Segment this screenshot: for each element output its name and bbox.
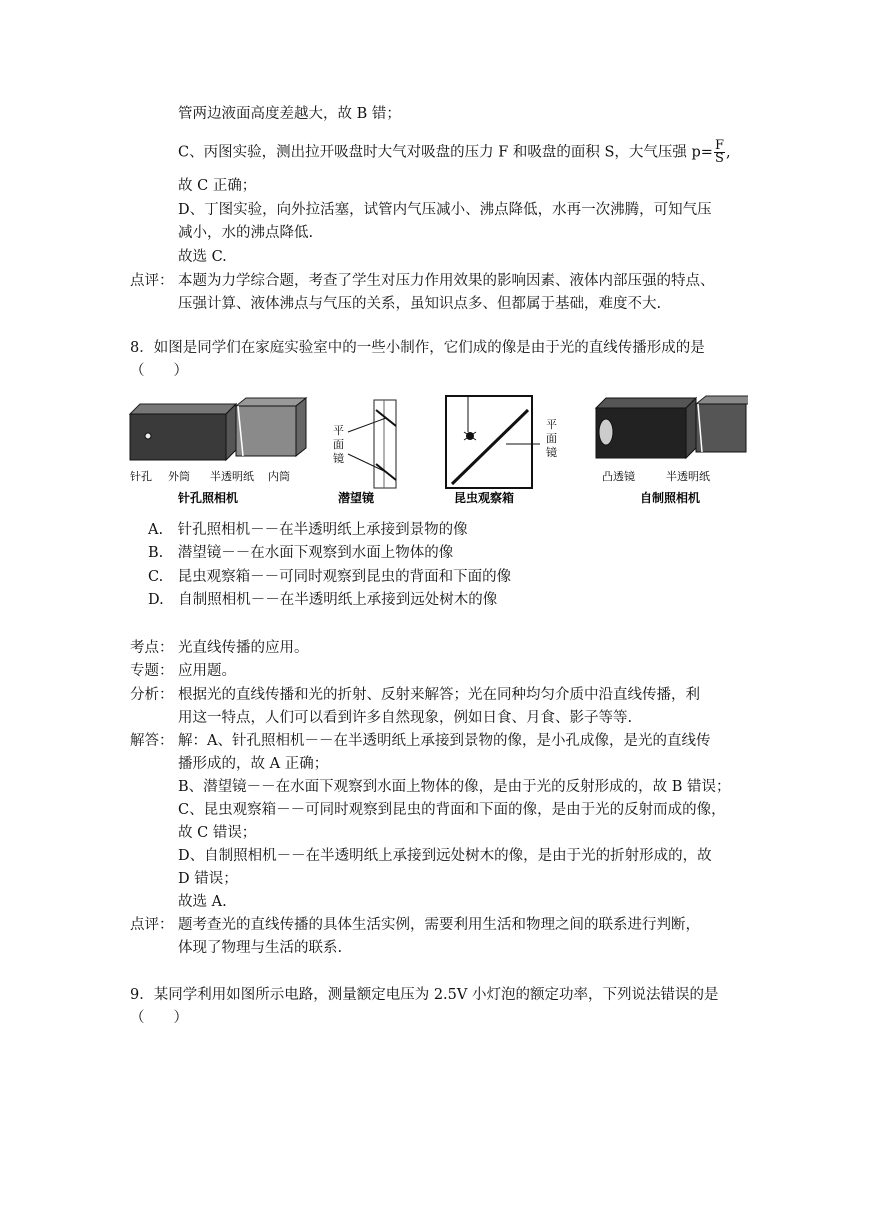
comment-line2: 压强计算、液体沸点与气压的关系，虽知识点多、但都属于基础，难度不大. (178, 296, 662, 312)
homemade-camera-drawing (596, 396, 748, 458)
label-mirror2-a: 平 (546, 418, 557, 431)
kaodian-text: 光直线传播的应用。 (178, 640, 309, 656)
analysis-conclusion: 故选 C. (178, 249, 227, 265)
caption-periscope: 潜望镜 (338, 491, 375, 505)
label-mirror2-b: 面 (546, 432, 557, 445)
jieda-line-5: 故 C 错误； (178, 825, 257, 841)
caption-pinhole-camera: 针孔照相机 (178, 491, 239, 505)
q8-stem-line2: （ ） (130, 363, 188, 379)
label-mirror-a: 平 (333, 424, 344, 437)
label-inner-tube: 内筒 (268, 470, 290, 483)
q8-option-d: D. 自制照相机－－在半透明纸上承接到远处树木的像 (148, 592, 498, 608)
fenxi-label: 分析： (130, 687, 174, 703)
analysis-b-tail: 管两边液面高度差越大，故 B 错； (178, 106, 401, 122)
label-pinhole: 针孔 (130, 470, 152, 483)
insect-box-drawing (446, 396, 540, 488)
q8-option-a: A. 针孔照相机－－在半透明纸上承接到景物的像 (148, 522, 468, 538)
pinhole-camera-drawing (130, 398, 306, 460)
label-semi-paper: 半透明纸 (210, 470, 254, 483)
jieda-line-8: 故选 A. (178, 894, 227, 910)
comment-label: 点评： (130, 273, 174, 289)
q8-figure-svg (128, 392, 748, 510)
dianping-label: 点评： (130, 917, 174, 933)
jieda-line-4: C、昆虫观察箱－－可同时观察到昆虫的背面和下面的像，是由于光的反射而成的像， (178, 802, 726, 818)
analysis-c-line1 (178, 140, 731, 165)
label-semi-paper2: 半透明纸 (666, 470, 710, 483)
jieda-line-1: 解：A、针孔照相机－－在半透明纸上承接到景物的像，是小孔成像，是光的直线传 (178, 733, 711, 749)
jieda-line-7: D 错误； (178, 871, 238, 887)
q8-figure (128, 392, 748, 510)
fenxi-line2: 用这一特点，人们可以看到许多自然现象，例如日食、月食、影子等等. (178, 710, 633, 726)
fraction-numerator: F (714, 138, 724, 153)
zhuanti-text: 应用题。 (178, 663, 236, 679)
label-mirror-b: 面 (333, 438, 344, 451)
comment-line1: 本题为力学综合题，考查了学生对压力作用效果的影响因素、液体内部压强的特点、 (178, 273, 715, 289)
label-convex-lens: 凸透镜 (602, 470, 635, 483)
label-mirror2-c: 镜 (546, 446, 557, 459)
dianping-line2: 体现了物理与生活的联系. (178, 940, 343, 956)
label-mirror-c: 镜 (333, 452, 344, 465)
analysis-d-line1: D、丁图实验，向外拉活塞，试管内气压减小、沸点降低，水再一次沸腾，可知气压 (178, 202, 712, 218)
kaodian-label: 考点： (130, 640, 174, 656)
jieda-label: 解答： (130, 733, 174, 749)
analysis-c-comma: , (726, 144, 731, 161)
analysis-c-text: C、丙图实验，测出拉开吸盘时大气对吸盘的压力 F 和吸盘的面积 S，大气压强 p= (178, 144, 713, 161)
caption-homemade-camera: 自制照相机 (640, 491, 701, 505)
q9-stem-line1: 9．某同学利用如图所示电路，测量额定电压为 2.5V 小灯泡的额定功率，下列说法错误的是 (130, 987, 719, 1003)
fenxi-line1: 根据光的直线传播和光的折射、反射来解答；光在同种均匀介质中沿直线传播，利 (178, 687, 700, 703)
analysis-c-line2: 故 C 正确； (178, 178, 257, 194)
jieda-line-6: D、自制照相机－－在半透明纸上承接到远处树木的像，是由于光的折射形成的，故 (178, 848, 712, 864)
fraction-denominator: S (715, 151, 724, 166)
jieda-line-2: 播形成的，故 A 正确； (178, 756, 329, 772)
label-outer-tube: 外筒 (168, 470, 190, 483)
pressure-fraction (714, 140, 725, 165)
dianping-line1: 题考查光的直线传播的具体生活实例，需要利用生活和物理之间的联系进行判断， (178, 917, 700, 933)
analysis-d-line2: 减小，水的沸点降低. (178, 225, 314, 241)
caption-insect-box: 昆虫观察箱 (454, 491, 515, 505)
q8-option-c: C. 昆虫观察箱－－可同时观察到昆虫的背面和下面的像 (148, 569, 512, 585)
periscope-drawing (348, 400, 396, 488)
q8-stem-line1: 8．如图是同学们在家庭实验室中的一些小制作，它们成的像是由于光的直线传播形成的是 (130, 340, 705, 356)
q8-option-b: B. 潜望镜－－在水面下观察到水面上物体的像 (148, 545, 454, 561)
zhuanti-label: 专题： (130, 663, 174, 679)
q9-stem-line2: （ ） (130, 1010, 188, 1026)
jieda-line-3: B、潜望镜－－在水面下观察到水面上物体的像，是由于光的反射形成的，故 B 错误； (178, 779, 731, 795)
